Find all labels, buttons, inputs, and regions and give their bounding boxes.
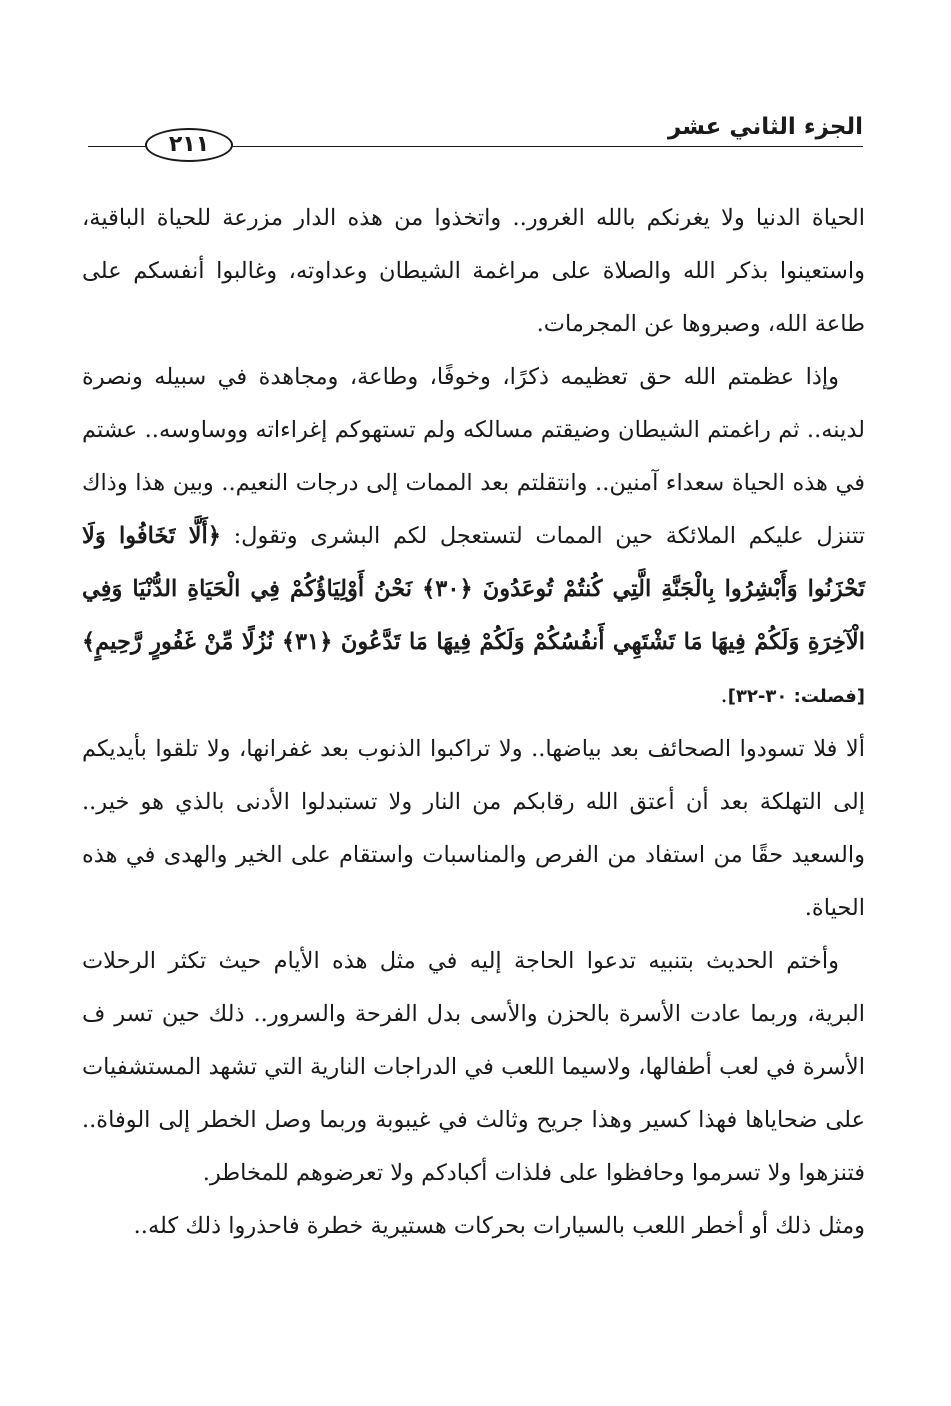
header-title: الجزء الثاني عشر	[667, 114, 863, 140]
paragraph-5: ومثل ذلك أو أخطر اللعب بالسيارات بحركات هستيرية خطرة فاحذروا ذلك كله..	[133, 1213, 865, 1239]
quran-verse: ﴿أَلَّا تَخَافُوا وَلَا تَحْزَنُوا وَأَبْشِرُوا بِالْجَنَّةِ الَّتِي كُنتُمْ تُوعَدُونَ ﴿٣٠﴾ نَحْنُ أَوْلِيَاؤُكُمْ فِي الْحَيَاةِ الدُّنْيَا وَفِي الْآخِرَةِ وَلَكُمْ فِيهَا مَا تَشْتَهِي أَنفُسُكُمْ وَلَكُمْ فِيهَا مَا تَدَّعُونَ ﴿٣١﴾ نُزُلًا مِّنْ غَفُورٍ رَّحِيمٍ﴾	[82, 523, 865, 655]
paragraph-2	[82, 351, 865, 723]
body-text	[82, 192, 865, 1253]
paragraph-2-end: .	[720, 682, 728, 708]
paragraph-1: الحياة الدنيا ولا يغرنكم بالله الغرور.. واتخذوا من هذه الدار مزرعة للحياة الباقية، واستعينوا بذكر الله والصلاة على مراغمة الشيطان وعداوته، وغالبوا أنفسكم على طاعة الله، وصبروها عن المجرمات.	[82, 205, 865, 337]
paragraph-2-text: وإذا عظمتم الله حق تعظيمه ذكرًا، وخوفًا، وطاعة، ومجاهدة في سبيله ونصرة لدينه.. ثم راغمتم الشيطان وضيقتم مسالكه ولم تستهوكم إغراءاته ووساوسه.. عشتم في هذه الحياة سعداء آمنين.. وانتقلتم بعد الممات إلى درجات النعيم.. وبين هذا وذاك تتنزل عليكم الملائكة حين الممات لتستعجل لكم البشرى وتقول:	[82, 364, 865, 549]
paragraph-3: ألا فلا تسودوا الصحائف بعد بياضها.. ولا تراكبوا الذنوب بعد غفرانها، ولا تلقوا بأيديكم إلى التهلكة بعد أن أعتق الله رقابكم من النار ولا تستبدلوا الأدنى بالذي هو خير.. والسعيد حقًا من استفاد من الفرص والمناسبات واستقام على الخير والهدى في هذه الحياة.	[82, 736, 865, 921]
page-header	[88, 108, 863, 168]
page-number-badge: ٢١١	[145, 128, 233, 162]
verse-citation: [فصلت: ٣٠-٣٢]	[727, 686, 865, 707]
paragraph-4: وأختم الحديث بتنبيه تدعوا الحاجة إليه في مثل هذه الأيام حيث تكثر الرحلات البرية، وربما عادت الأسرة بالحزن والأسى بدل الفرحة والسرور.. ذلك حين تسر ف الأسرة في لعب أطفالها، ولاسيما اللعب في الدراجات النارية التي تشهد المستشفيات على ضحاياها فهذا كسير وهذا جريح وثالث في غيبوبة وربما وصل الخطر إلى الوفاة.. فتنزهوا ولا تسرموا وحافظوا على فلذات أكبادكم ولا تعرضوهم للمخاطر.	[82, 948, 865, 1186]
